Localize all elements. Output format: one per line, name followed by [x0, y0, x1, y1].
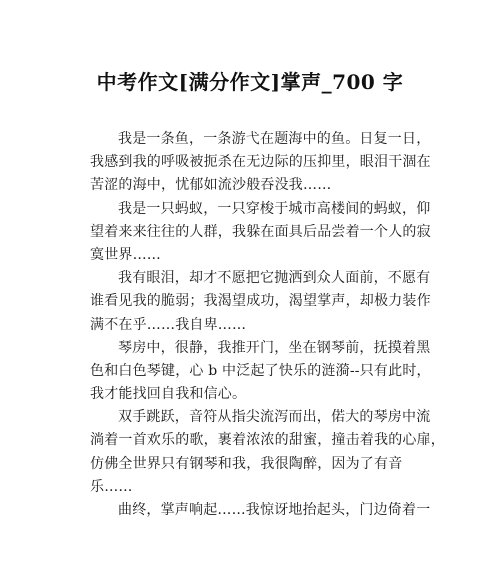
text-line: 我才能找回自我和信心。 — [90, 386, 247, 403]
text-line: 望着来来往往的人群，我躲在面具后品尝着一个人的寂 — [90, 223, 431, 240]
text-line: 双手跳跃，音符从指尖流泻而出，偌大的琴房中流 — [118, 409, 431, 426]
text-line: 我是一只蚂蚁，一只穿梭于城市高楼间的蚂蚁，仰 — [118, 200, 431, 217]
text-line: 寞世界…… — [90, 246, 161, 263]
text-line: 色和白色琴键，心 b 中泛起了快乐的涟漪--只有此时， — [90, 362, 431, 379]
text-line: 仿佛全世界只有钢琴和我，我很陶醉，因为了有音 — [90, 455, 403, 472]
text-line: 满不在乎……我自卑…… — [90, 316, 247, 333]
text-line: 谁看见我的脆弱；我渴望成功，渴望掌声，却极力装作 — [90, 293, 431, 310]
text-line: 淌着一首欢乐的歌，裹着浓浓的甜蜜，撞击着我的心扉， — [90, 432, 445, 449]
text-line: 乐…… — [90, 478, 133, 495]
text-line: 我感到我的呼吸被扼杀在无边际的压抑里，眼泪干涸在 — [90, 154, 431, 171]
document-body — [90, 128, 445, 522]
text-line: 我有眼泪，却才不愿把它抛洒到众人面前，不愿有 — [118, 270, 431, 287]
text-line: 琴房中，很静，我推开门，坐在钢琴前，抚摸着黑 — [118, 339, 431, 356]
document-title: 中考作文[满分作文]掌声_700 字 — [96, 70, 404, 94]
text-line: 我是一条鱼，一条游弋在题海中的鱼。日复一日， — [118, 131, 431, 147]
text-line: 曲终，掌声响起……我惊讶地抬起头，门边倚着一 — [118, 502, 431, 518]
text-line: 苦涩的海中，忧郁如流沙般吞没我…… — [90, 177, 332, 194]
